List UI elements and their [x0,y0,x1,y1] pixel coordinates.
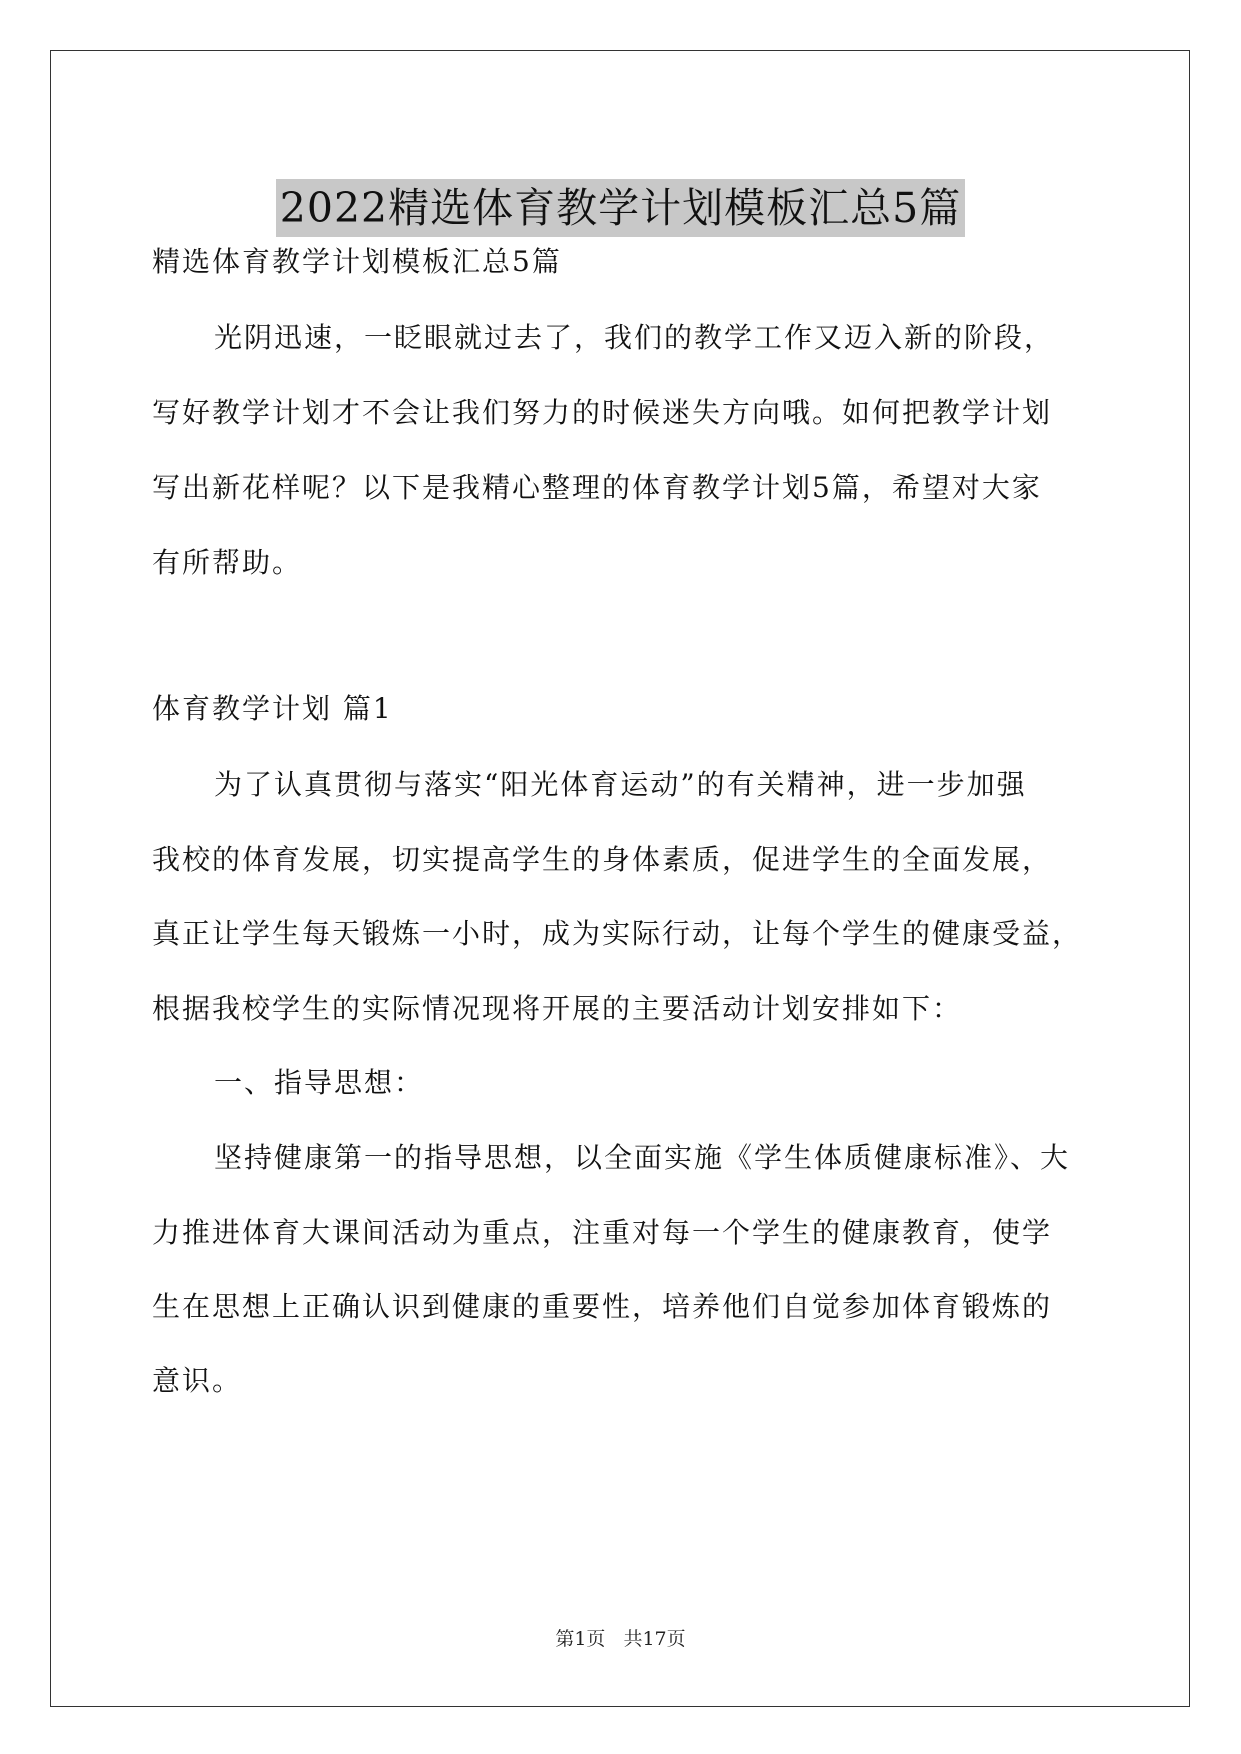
guide-line: 意识。 [152,1364,243,1397]
subheading: 一、指导思想： [214,1066,425,1099]
guide-line: 力推进体育大课间活动为重点，注重对每一个学生的健康教育，使学 [152,1216,1053,1249]
section-line: 为了认真贯彻与落实“阳光体育运动”的有关精神，进一步加强 [214,768,1027,801]
section-heading: 体育教学计划 篇1 [152,692,393,725]
page-number: 第1页 [555,1628,606,1650]
intro-line: 写出新花样呢？以下是我精心整理的体育教学计划5篇，希望对大家 [152,471,1042,504]
guide-line: 生在思想上正确认识到健康的重要性，培养他们自觉参加体育锻炼的 [152,1290,1053,1323]
guide-line: 坚持健康第一的指导思想，以全面实施《学生体质健康标准》、大 [214,1141,1071,1174]
document-title: 2022精选体育教学计划模板汇总5篇 [276,179,965,237]
total-pages: 共17页 [623,1628,686,1650]
section-line: 我校的体育发展，切实提高学生的身体素质，促进学生的全面发展， [152,843,1053,876]
page-footer [0,1627,1241,1651]
section-line: 根据我校学生的实际情况现将开展的主要活动计划安排如下： [152,992,963,1025]
document-subtitle: 精选体育教学计划模板汇总5篇 [152,245,562,278]
intro-line: 写好教学计划才不会让我们努力的时候迷失方向哦。如何把教学计划 [152,396,1053,429]
intro-line: 光阴迅速，一眨眼就过去了，我们的教学工作又迈入新的阶段， [214,321,1055,354]
intro-line: 有所帮助。 [152,546,303,579]
section-line: 真正让学生每天锻炼一小时，成为实际行动，让每个学生的健康受益， [152,917,1083,950]
